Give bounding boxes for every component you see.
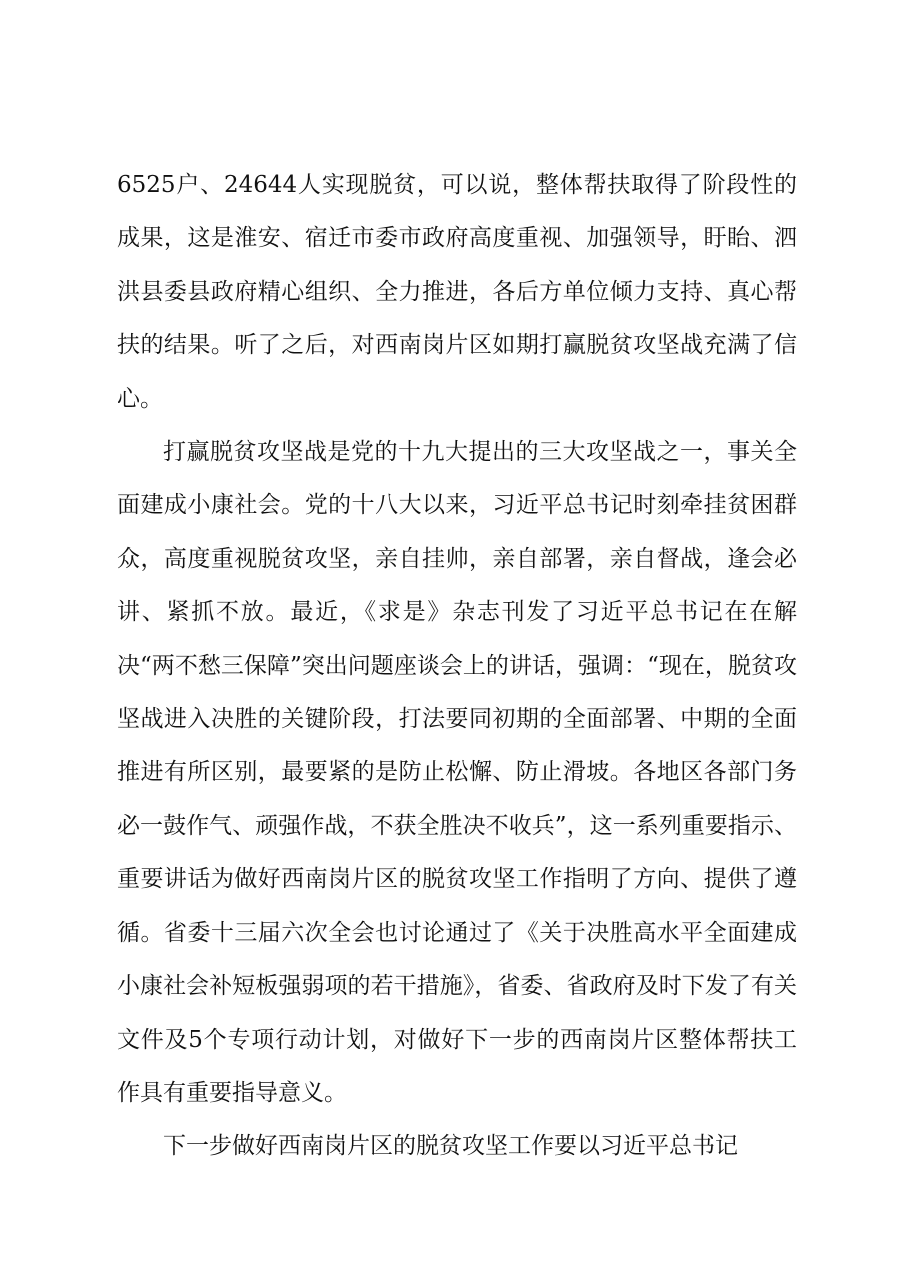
paragraph-1: 6525户、24644人实现脱贫，可以说，整体帮扶取得了阶段性的成果，这是淮安、宿迁市委市政府高度重视、加强领导，盱眙、泗洪县委县政府精心组织、全力推进，各后方单位倾力支持、真心帮扶的结果。听了之后，对西南岗片区如期打赢脱贫攻坚战充满了信心。	[117, 172, 797, 412]
paragraph-3: 下一步做好西南岗片区的脱贫攻坚工作要以习近平总书记	[163, 1133, 738, 1160]
document-body	[117, 159, 797, 1174]
paragraph-2: 打赢脱贫攻坚战是党的十九大提出的三大攻坚战之一，事关全面建成小康社会。党的十八大以来，习近平总书记时刻牵挂贫困群众，高度重视脱贫攻坚，亲自挂帅，亲自部署，亲自督战，逢会必讲、紧抓不放。最近，《求是》杂志刊发了习近平总书记在在解决“两不愁三保障”突出问题座谈会上的讲话，强调：“现在，脱贫攻坚战进入决胜的关键阶段，打法要同初期的全面部署、中期的全面推进有所区别，最要紧的是防止松懈、防止滑坡。各地区各部门务必一鼓作气、顽强作战，不获全胜决不收兵”，这一系列重要指示、重要讲话为做好西南岗片区的脱贫攻坚工作指明了方向、提供了遵循。省委十三届六次全会也讨论通过了《关于决胜高水平全面建成小康社会补短板强弱项的若干措施》，省委、省政府及时下发了有关文件及5个专项行动计划，对做好下一步的西南岗片区整体帮扶工作具有重要指导意义。	[117, 439, 797, 1106]
